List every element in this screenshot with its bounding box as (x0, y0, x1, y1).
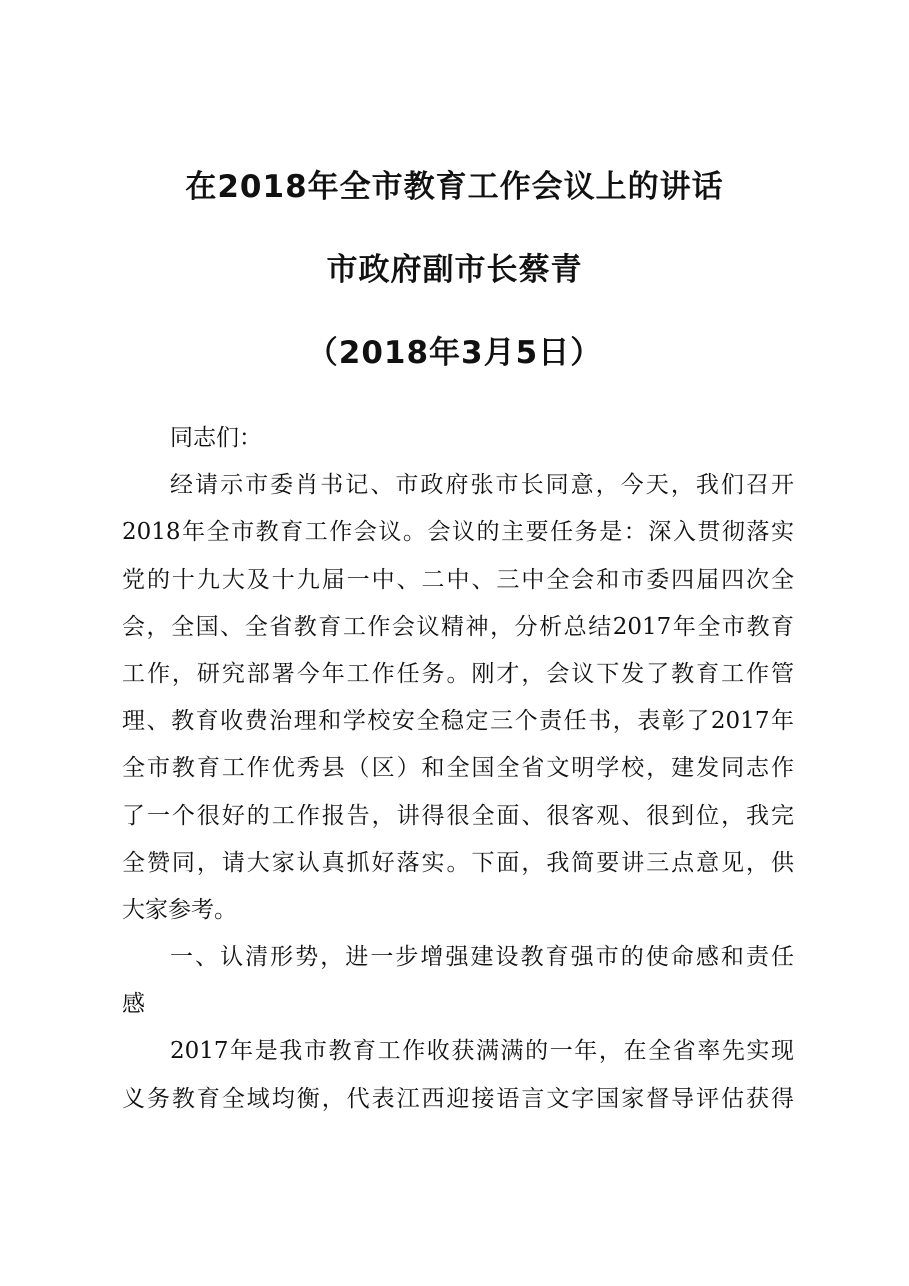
paragraph-line: 理、教育收费治理和学校安全稳定三个责任书，表彰了2017年 (122, 708, 794, 735)
speech-date: （2018年3月5日） (306, 335, 603, 371)
speaker-line: 市政府副市长蔡青 (326, 252, 583, 288)
paragraph-line: 义务教育全域均衡，代表江西迎接语言文字国家督导评估获得 (122, 1085, 794, 1112)
paragraph-line: 了一个很好的工作报告，讲得很全面、很客观、很到位，我完 (122, 802, 794, 829)
speech-body (122, 415, 794, 1123)
paragraph-line: 会，全国、全省教育工作会议精神，分析总结2017年全市教育 (122, 613, 794, 640)
speech-title: 在2018年全市教育工作会议上的讲话 (185, 169, 724, 205)
salutation: 同志们： (170, 425, 262, 451)
paragraph-line: 2017年是我市教育工作收获满满的一年，在全省率先实现 (170, 1038, 794, 1065)
paragraph-line: 经请示市委肖书记、市政府张市长同意，今天，我们召开 (170, 472, 794, 499)
paragraph-line: 工作，研究部署今年工作任务。刚才，会议下发了教育工作管 (122, 660, 794, 687)
paragraph-line: 2018年全市教育工作会议。会议的主要任务是：深入贯彻落实 (122, 519, 794, 546)
section-heading-line: 感 (122, 991, 145, 1018)
paragraph-line: 党的十九大及十九届一中、二中、三中全会和市委四届四次全 (122, 566, 794, 593)
paragraph-line: 全赞同，请大家认真抓好落实。下面，我简要讲三点意见，供 (122, 849, 794, 876)
paragraph-line: 全市教育工作优秀县（区）和全国全省文明学校，建发同志作 (122, 755, 794, 782)
paragraph-line: 大家参考。 (122, 896, 237, 923)
section-heading-line: 一、认清形势，进一步增强建设教育强市的使命感和责任 (170, 944, 794, 971)
